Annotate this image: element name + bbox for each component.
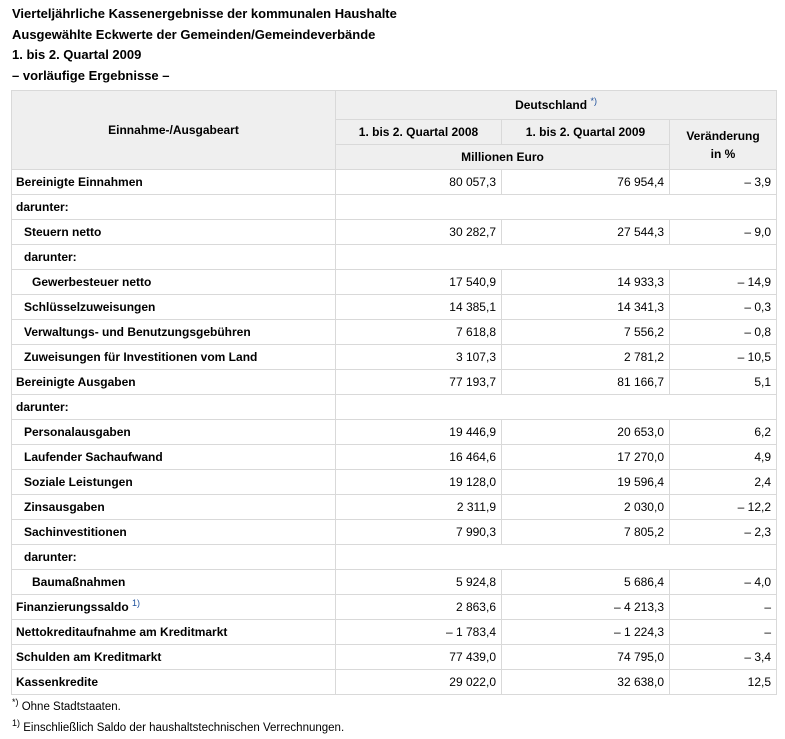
table-row — [12, 220, 777, 245]
value-2009: 27 544,3 — [502, 220, 670, 245]
header-unit: Millionen Euro — [336, 145, 670, 170]
row-label — [12, 420, 336, 445]
row-label — [12, 245, 336, 270]
value-2009: 14 933,3 — [502, 270, 670, 295]
row-label-text: Soziale Leistungen — [24, 475, 133, 489]
row-label-text: darunter: — [24, 550, 77, 564]
row-label-text: Verwaltungs- und Benutzungsgebühren — [24, 325, 251, 339]
row-label-text: Gewerbesteuer netto — [32, 275, 152, 289]
value-2009: 81 166,7 — [502, 370, 670, 395]
value-change: 12,5 — [670, 670, 777, 695]
row-label-text: Zinsausgaben — [24, 500, 105, 514]
value-change: 2,4 — [670, 470, 777, 495]
row-label — [12, 595, 336, 620]
table-row — [12, 295, 777, 320]
footnote-1-text: Ohne Stadtstaaten. — [21, 701, 121, 713]
status-note: – vorläufige Ergebnisse – — [12, 67, 170, 83]
table-row — [12, 345, 777, 370]
footnote-2 — [12, 718, 344, 739]
row-label — [12, 520, 336, 545]
table-row — [12, 595, 777, 620]
value-2008: 3 107,3 — [336, 345, 502, 370]
table-row — [12, 470, 777, 495]
table-row — [12, 395, 777, 420]
header-change-line2: in % — [710, 146, 736, 161]
row-label — [12, 670, 336, 695]
value-change: – 9,0 — [670, 220, 777, 245]
value-2009: 2 030,0 — [502, 495, 670, 520]
value-change: – — [670, 620, 777, 645]
row-footnote-link[interactable]: 1) — [132, 598, 141, 608]
value-2008: 17 540,9 — [336, 270, 502, 295]
footnote-1 — [12, 697, 344, 718]
value-2009: 76 954,4 — [502, 170, 670, 195]
row-label — [12, 395, 336, 420]
value-change: – 0,3 — [670, 295, 777, 320]
table-row — [12, 495, 777, 520]
value-2009: 19 596,4 — [502, 470, 670, 495]
value-change: 6,2 — [670, 420, 777, 445]
table-row — [12, 520, 777, 545]
page-subtitle: Ausgewählte Eckwerte der Gemeinden/Gemeindeverbände — [12, 26, 376, 42]
row-label-text: Nettokreditaufnahme am Kreditmarkt — [16, 625, 228, 639]
value-2008: 16 464,6 — [336, 445, 502, 470]
table-row — [12, 545, 777, 570]
table-row — [12, 270, 777, 295]
value-change: 4,9 — [670, 445, 777, 470]
page-title: Vierteljährliche Kassenergebnisse der kommunalen Haushalte — [12, 6, 397, 21]
value-2009: – 4 213,3 — [502, 595, 670, 620]
row-label-text: Sachinvestitionen — [24, 525, 127, 539]
header-change — [670, 120, 777, 170]
row-label-text: Schulden am Kreditmarkt — [16, 650, 162, 664]
row-label-text: darunter: — [16, 400, 69, 414]
value-change: 5,1 — [670, 370, 777, 395]
row-label — [12, 495, 336, 520]
row-label-text: Bereinigte Einnahmen — [16, 175, 143, 189]
table-row — [12, 370, 777, 395]
value-2008: 7 990,3 — [336, 520, 502, 545]
header-region-label: Deutschland — [515, 98, 588, 112]
row-label-text: Steuern netto — [24, 225, 102, 239]
row-label-text: Bereinigte Ausgaben — [16, 375, 136, 389]
row-label — [12, 220, 336, 245]
value-change: – 14,9 — [670, 270, 777, 295]
value-2008: 77 439,0 — [336, 645, 502, 670]
value-2008: – 1 783,4 — [336, 620, 502, 645]
row-label — [12, 645, 336, 670]
value-2009: 7 805,2 — [502, 520, 670, 545]
table-row — [12, 245, 777, 270]
value-2009: 14 341,3 — [502, 295, 670, 320]
row-label — [12, 320, 336, 345]
footnote-2-text: Einschließlich Saldo der haushaltstechnischen Verrechnungen. — [23, 722, 345, 734]
row-label-text: Baumaßnahmen — [32, 575, 126, 589]
table-row — [12, 170, 777, 195]
row-label-text: darunter: — [24, 250, 77, 264]
value-2008: 30 282,7 — [336, 220, 502, 245]
row-label — [12, 295, 336, 320]
table-row — [12, 445, 777, 470]
value-2009: 2 781,2 — [502, 345, 670, 370]
footnote-2-mark: 1) — [12, 718, 21, 729]
empty-cell — [336, 395, 777, 420]
value-change: – 4,0 — [670, 570, 777, 595]
value-2008: 19 446,9 — [336, 420, 502, 445]
value-2009: 7 556,2 — [502, 320, 670, 345]
header-2009: 1. bis 2. Quartal 2009 — [502, 120, 670, 145]
value-2009: – 1 224,3 — [502, 620, 670, 645]
row-label-text: Zuweisungen für Investitionen vom Land — [24, 350, 258, 364]
footnote-1-mark: *) — [12, 697, 19, 708]
value-change: – 12,2 — [670, 495, 777, 520]
row-label-text: darunter: — [16, 200, 69, 214]
value-2008: 77 193,7 — [336, 370, 502, 395]
row-label — [12, 570, 336, 595]
value-2008: 80 057,3 — [336, 170, 502, 195]
empty-cell — [336, 245, 777, 270]
row-label-text: Personalausgaben — [24, 425, 131, 439]
row-label — [12, 620, 336, 645]
value-change: – 0,8 — [670, 320, 777, 345]
table-row — [12, 645, 777, 670]
results-table — [11, 90, 777, 695]
value-change: – — [670, 595, 777, 620]
value-2008: 2 311,9 — [336, 495, 502, 520]
value-change: – 2,3 — [670, 520, 777, 545]
table-row — [12, 670, 777, 695]
row-label — [12, 195, 336, 220]
value-change: – 3,9 — [670, 170, 777, 195]
row-label-text: Schlüsselzuweisungen — [24, 300, 156, 314]
header-change-line1: Veränderung — [686, 128, 760, 143]
table-row — [12, 570, 777, 595]
row-label — [12, 545, 336, 570]
header-category: Einnahme-/Ausgabeart — [12, 91, 336, 170]
row-label — [12, 345, 336, 370]
row-label — [12, 370, 336, 395]
table-row — [12, 620, 777, 645]
page-title-block — [12, 4, 397, 86]
empty-cell — [336, 545, 777, 570]
row-label — [12, 445, 336, 470]
value-2008: 7 618,8 — [336, 320, 502, 345]
header-2008: 1. bis 2. Quartal 2008 — [336, 120, 502, 145]
value-2009: 20 653,0 — [502, 420, 670, 445]
footnotes — [12, 697, 344, 739]
value-2009: 17 270,0 — [502, 445, 670, 470]
value-2009: 5 686,4 — [502, 570, 670, 595]
value-2009: 74 795,0 — [502, 645, 670, 670]
row-label — [12, 470, 336, 495]
row-label-text: Kassenkredite — [16, 675, 99, 689]
empty-cell — [336, 195, 777, 220]
table-row — [12, 195, 777, 220]
value-change: – 3,4 — [670, 645, 777, 670]
row-label — [12, 170, 336, 195]
header-region — [336, 91, 777, 120]
header-region-footnote-link[interactable]: *) — [590, 96, 597, 106]
table-row — [12, 420, 777, 445]
value-2008: 14 385,1 — [336, 295, 502, 320]
value-2009: 32 638,0 — [502, 670, 670, 695]
value-2008: 5 924,8 — [336, 570, 502, 595]
value-2008: 2 863,6 — [336, 595, 502, 620]
row-label-text: Laufender Sachaufwand — [24, 450, 163, 464]
period-title: 1. bis 2. Quartal 2009 — [12, 47, 142, 62]
row-label-text: Finanzierungssaldo — [16, 600, 129, 614]
value-2008: 29 022,0 — [336, 670, 502, 695]
table-row — [12, 320, 777, 345]
value-2008: 19 128,0 — [336, 470, 502, 495]
value-change: – 10,5 — [670, 345, 777, 370]
row-label — [12, 270, 336, 295]
